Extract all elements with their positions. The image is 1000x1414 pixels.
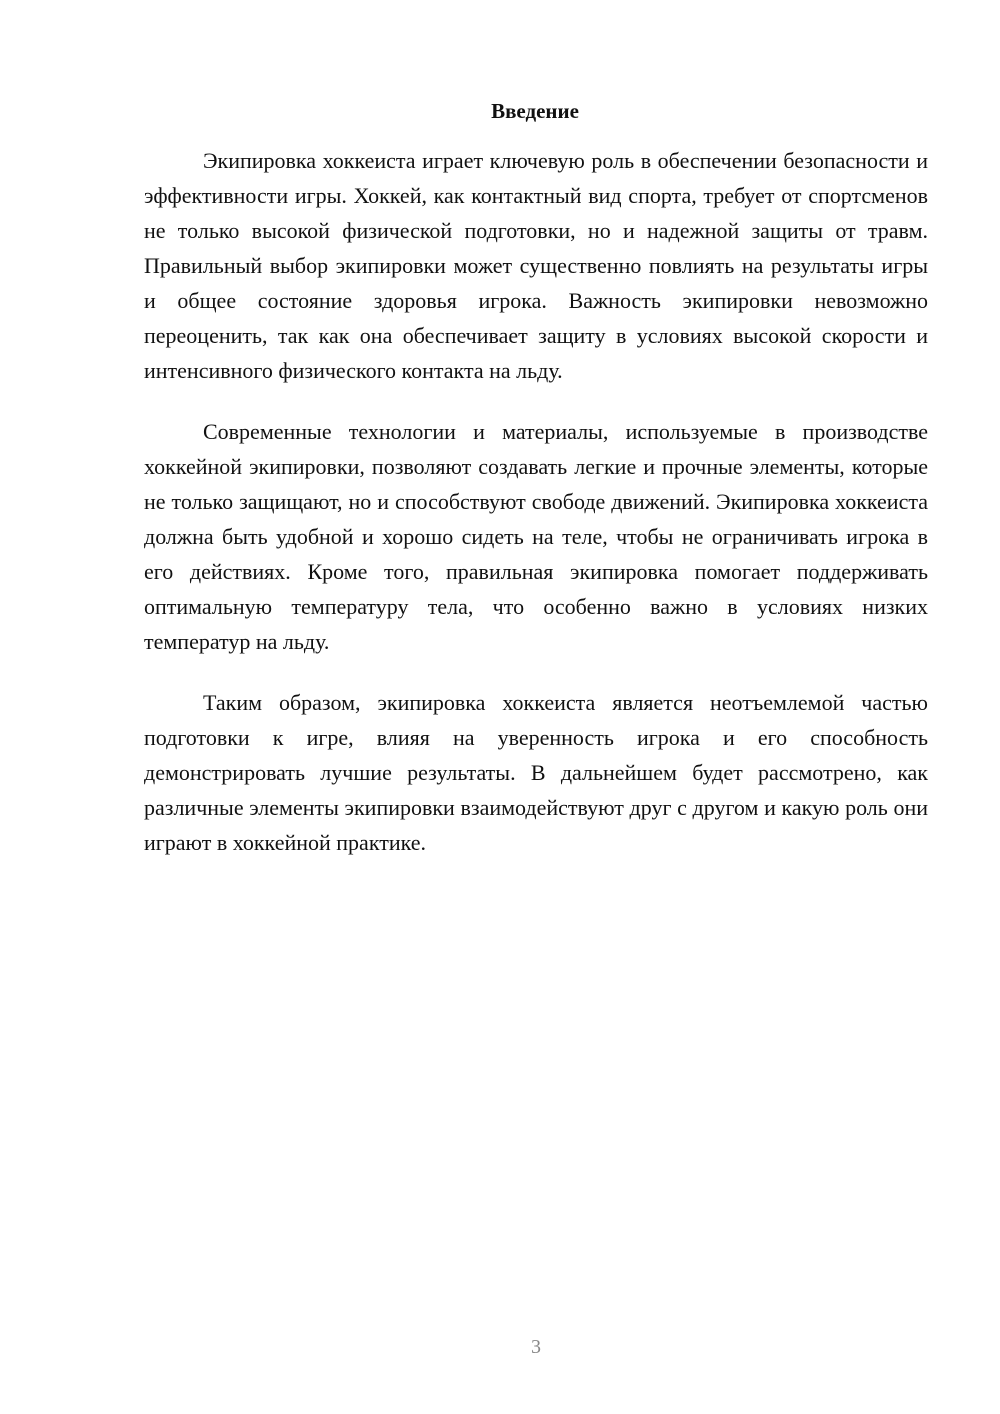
body-text — [144, 143, 928, 886]
paragraph-2: Современные технологии и материалы, используемые в производстве хоккейной экипировки, позволяют создавать легкие и прочные элементы, которые не только защищают, но и способствуют свободе движений. Экипировка хоккеиста должна быть удобной и хорошо сидеть на теле, чтобы не ограничивать игрока в его действиях. Кроме того, правильная экипировка помогает поддерживать оптимальную температуру тела, что особенно важно в условиях низких температур на льду. — [144, 419, 928, 654]
paragraph-1: Экипировка хоккеиста играет ключевую роль в обеспечении безопасности и эффективности игры. Хоккей, как контактный вид спорта, требует от спортсменов не только высокой физической подготовки, но и надежной защиты от травм. Правильный выбор экипировки может существенно повлиять на результаты игры и общее состояние здоровья игрока. Важность экипировки невозможно переоценить, так как она обеспечивает защиту в условиях высокой скорости и интенсивного физического контакта на льду. — [144, 148, 928, 383]
page-number: 3 — [531, 1336, 541, 1358]
paragraph-3: Таким образом, экипировка хоккеиста является неотъемлемой частью подготовки к игре, влияя на уверенность игрока и его способность демонстрировать лучшие результаты. В дальнейшем будет рассмотрено, как различные элементы экипировки взаимодействуют друг с другом и какую роль они играют в хоккейной практике. — [144, 690, 928, 855]
section-heading: Введение — [491, 99, 579, 123]
